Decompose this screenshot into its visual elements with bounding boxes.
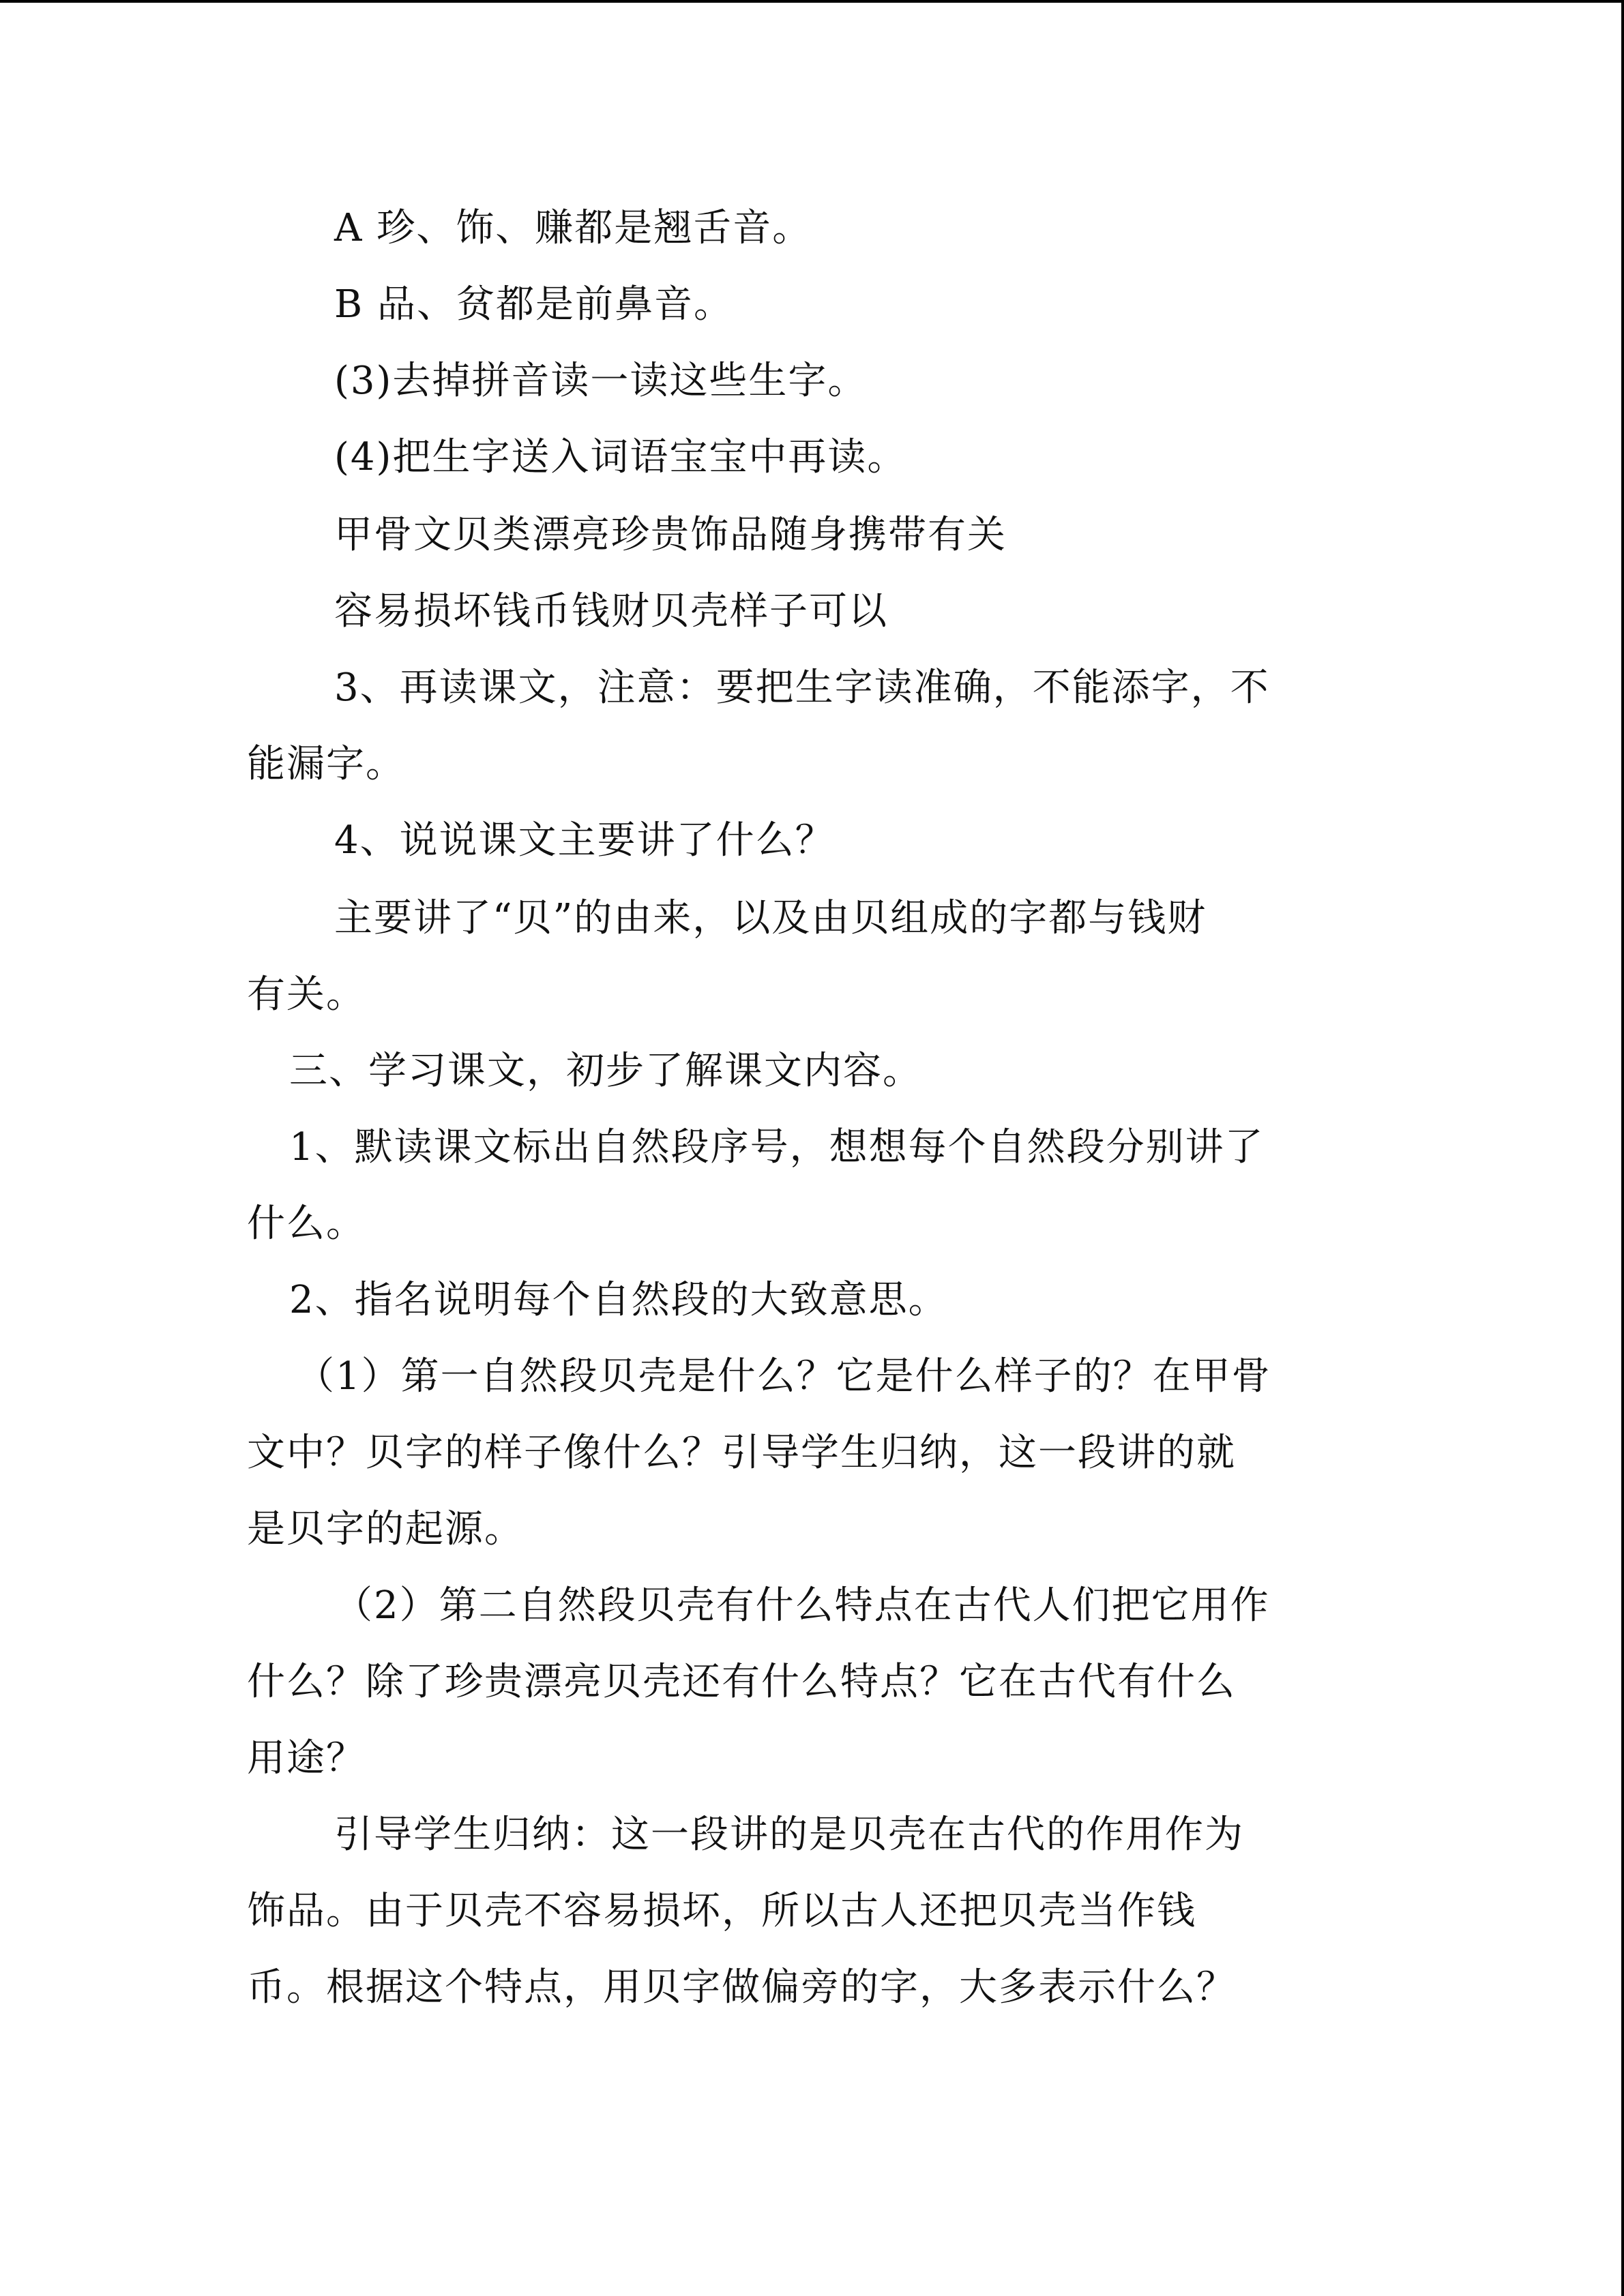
- text-line-7: 3、再读课文，注意：要把生字读准确，不能添字，不: [334, 666, 1270, 710]
- text-line-1: A 珍、饰、赚都是翘舌音。: [334, 206, 812, 250]
- text-line-2: B 品、贫都是前鼻音。: [334, 282, 733, 327]
- text-line-18: 是贝字的起源。: [247, 1507, 524, 1551]
- text-line-23: 饰品。由于贝壳不容易损坏，所以古人还把贝壳当作钱: [247, 1889, 1196, 1933]
- text-line-17: 文中？贝字的样子像什么？引导学生归纳，这一段讲的就: [247, 1431, 1236, 1475]
- text-line-13: 1、默读课文标出自然段序号，想想每个自然段分别讲了: [289, 1125, 1265, 1169]
- text-line-12: 三、学习课文，初步了解课文内容。: [289, 1049, 922, 1093]
- text-line-20: 什么？除了珍贵漂亮贝壳还有什么特点？它在古代有什么: [247, 1660, 1236, 1704]
- text-line-19: （2）第二自然段贝壳有什么特点在古代人们把它用作: [334, 1583, 1270, 1628]
- text-line-10: 主要讲了“贝”的由来，以及由贝组成的字都与钱财: [334, 896, 1207, 940]
- text-line-3: (3)去掉拼音读一读这些生字。: [334, 359, 868, 403]
- text-line-8: 能漏字。: [247, 742, 405, 786]
- top-border-line: [0, 0, 1624, 3]
- right-border-line: [1621, 0, 1624, 2296]
- text-line-9: 4、说说课文主要讲了什么？: [334, 818, 835, 863]
- text-line-6: 容易损坏钱币钱财贝壳样子可以: [334, 589, 888, 633]
- text-line-14: 什么。: [247, 1202, 366, 1246]
- text-line-11: 有关。: [247, 972, 366, 1017]
- text-line-24: 币。根据这个特点，用贝字做偏旁的字，大多表示什么？: [247, 1965, 1236, 2010]
- text-line-5: 甲骨文贝类漂亮珍贵饰品随身携带有关: [334, 513, 1007, 557]
- text-line-22: 引导学生归纳：这一段讲的是贝壳在古代的作用作为: [334, 1813, 1244, 1857]
- text-line-16: （1）第一自然段贝壳是什么？它是什么样子的？在甲骨: [296, 1354, 1271, 1399]
- text-line-4: (4)把生字送入词语宝宝中再读。: [334, 435, 907, 479]
- text-line-15: 2、指名说明每个自然段的大致意思。: [289, 1278, 948, 1322]
- text-line-21: 用途？: [247, 1736, 366, 1780]
